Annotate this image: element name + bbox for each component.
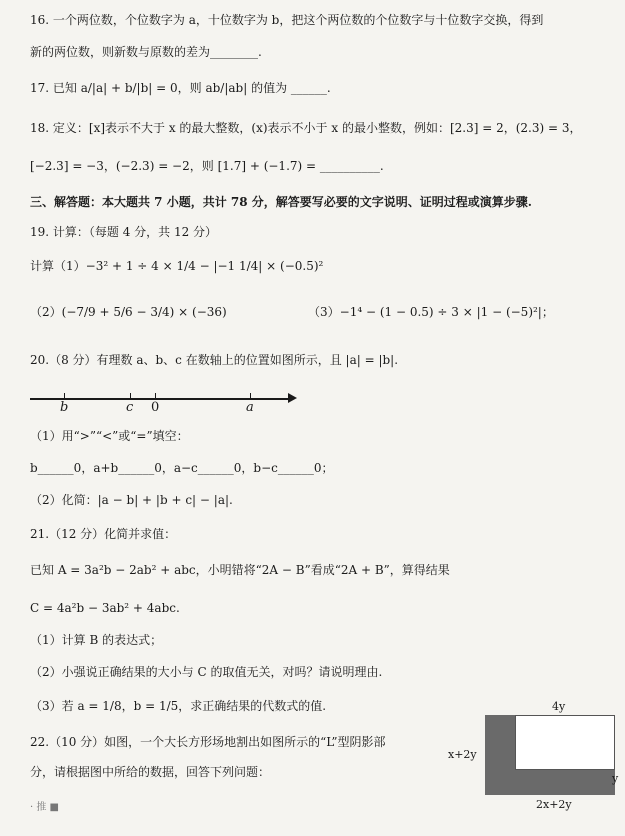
tick-b [64, 393, 65, 399]
figure-label-left: x+2y [448, 748, 477, 761]
q17: 17. 已知 a/|a| + b/|b| = 0，则 ab/|ab| 的值为 ______. [30, 81, 331, 95]
point-b-label: b [60, 400, 69, 415]
q19-part1: 计算（1）−3² + 1 ÷ 4 × 1/4 − |−1 1/4| × (−0.5)² [30, 259, 324, 273]
number-line-arrow [288, 393, 297, 403]
q19-part2: （2）(−7/9 + 5/6 − 3/4) × (−36) [30, 305, 227, 319]
q21-result: C = 4a²b − 3ab² + 4abc. [30, 601, 180, 615]
q16-line2: 新的两位数，则新数与原数的差为________. [30, 45, 262, 59]
q21-part2: （2）小强说正确结果的大小与 C 的取值无关，对吗？请说明理由. [30, 665, 383, 679]
section3-heading: 三、解答题：本大题共 7 小题，共计 78 分，解答要写必要的文字说明、证明过程或演算步骤. [30, 195, 532, 209]
q21-heading: 21.（12 分）化简并求值： [30, 527, 177, 541]
footer-marks: · 推 ■ [30, 802, 59, 813]
figure-label-bottom: 2x+2y [536, 798, 572, 811]
l-shape-figure [485, 715, 615, 795]
figure-label-right: y [612, 772, 619, 785]
q20-part2: （2）化简：|a − b| + |b + c| − |a|. [30, 493, 233, 507]
figure-label-top: 4y [552, 700, 566, 713]
q16-line1: 16. 一个两位数，个位数字为 a，十位数字为 b，把这个两位数的个位数字与十位数字交换，得到 [30, 13, 544, 27]
q20-heading: 20.（8 分）有理数 a、b、c 在数轴上的位置如图所示，且 |a| = |b|. [30, 353, 399, 367]
point-c-label: c [126, 400, 134, 415]
point-a-label: a [246, 400, 254, 415]
q18-line1: 18. 定义：[x]表示不大于 x 的最大整数，(x)表示不小于 x 的最小整数，例如：[2.3] = 2，(2.3) = 3， [30, 121, 582, 135]
q20-part1: （1）用“>”“<”或“=”填空： [30, 429, 189, 443]
q19-part3: （3）−1⁴ − (1 − 0.5) ÷ 3 × |1 − (−5)²|； [308, 305, 554, 319]
q20-fill-blanks: b______0，a+b______0，a−c______0，b−c______0； [30, 461, 334, 475]
q22-line2: 分，请根据图中所给的数据，回答下列问题： [30, 765, 271, 779]
q21-part1: （1）计算 B 的表达式； [30, 633, 163, 647]
q21-given: 已知 A = 3a²b − 2ab² + abc，小明错将“2A − B”看成“2A + B”，算得结果 [30, 563, 450, 577]
tick-zero [155, 393, 156, 399]
q18-line2: [−2.3] = −3，(−2.3) = −2，则 [1.7] + (−1.7) = __________. [30, 159, 384, 173]
q22-line1: 22.（10 分）如图，一个大长方形场地割出如图所示的“L”型阴影部 [30, 735, 386, 749]
point-zero-label: 0 [151, 400, 160, 415]
tick-a [250, 393, 251, 399]
q19-heading: 19. 计算：（每题 4 分，共 12 分） [30, 225, 218, 239]
tick-c [130, 393, 131, 399]
white-rectangle [515, 715, 615, 770]
q21-part3: （3）若 a = 1/8，b = 1/5，求正确结果的代数式的值. [30, 699, 327, 713]
